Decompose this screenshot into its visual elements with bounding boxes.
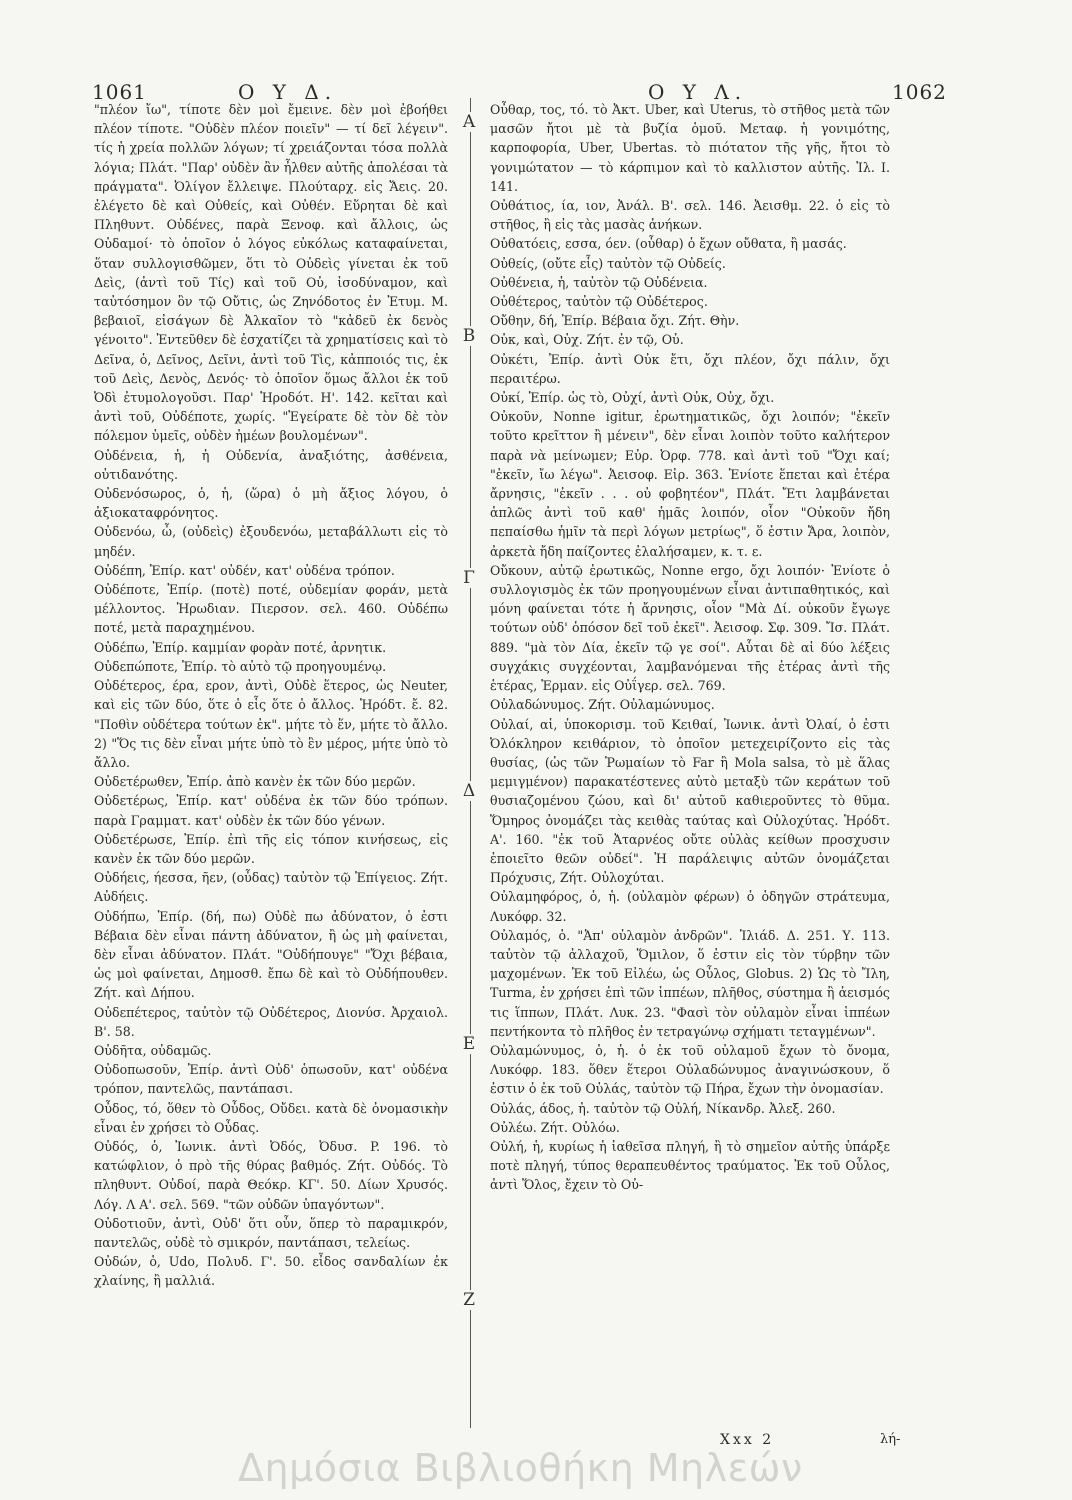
entry-paragraph: Οὐδός, ὁ, Ἰωνικ. ἀντὶ Ὀδός, Ὀδυσ. P. 196. τὸ κατώφλιον, ὁ πρὸ τῆς θύρας βαθμός. Ζήτ. Οὐδός. Τὸ πληθυντ. Οὐδοί, παρὰ Θεόκρ. ΚΓ'. 50. Δίων Χρυσός. Λόγ. Λ Α'. σελ. 569. "τῶν οὐδῶν ὑπαγόντων". [94, 1138, 448, 1212]
library-watermark: Δημόσια Βιβλιοθήκη Μηλεών [238, 1446, 803, 1490]
entry-paragraph: Οὐδῆτα, οὐδαμῶς. [94, 1042, 212, 1058]
section-letter: Ε [452, 1034, 486, 1054]
entry-paragraph: Οὖθαρ, τος, τό. τὸ Ἀκτ. Uber, καὶ Uterus, τὸ στῆθος μετὰ τῶν μασῶν ἤτοι μὲ τὰ βυζία ὁμοῦ. Μεταφ. ἡ γονιμότης, καρποφορία, Uber, Ubertas. τὸ πιότατον τῆς γῆς, ἤτοι τὸ γονιμώτατον — τὸ κάρπιμον καὶ τὸ καλλιστον αὐτῆς. Ἰλ. Ι. 141. [490, 102, 890, 194]
entry-paragraph: Οὐλή, ἡ, κυρίως ἡ ἰαθεῖσα πληγή, ἢ τὸ σημεῖον αὐτῆς ὑπάρξε ποτὲ πληγή, τύπος θεραπευθέντος τραύματος. Ἐκ τοῦ Οὖλος, ἀντὶ Ὅλος, ἔχειν τὸ Οὐ- [490, 1138, 890, 1193]
section-letter: Γ [452, 568, 486, 588]
signature-mark: Xxx 2 [720, 1432, 775, 1448]
entry-paragraph: Οὐδενόω, ὦ, (οὐδεὶς) ἐξουδενόω, μεταβάλλωτι εἰς τὸ μηδέν. [94, 524, 448, 559]
left-column [94, 100, 448, 1425]
entry-paragraph: Οὐδεπώποτε, Ἐπίρ. τὸ αὐτὸ τῷ προηγουμένῳ. [94, 658, 387, 674]
page-number-right: 1062 [892, 80, 947, 104]
running-head-right: Ο Υ Λ. [648, 80, 748, 104]
section-letters [452, 0, 486, 1500]
page-number-left: 1061 [92, 80, 147, 104]
entry-paragraph: Οὐδενόσωρος, ὁ, ἡ, (ὥρα) ὁ μὴ ἄξιος λόγου, ὁ ἀξιοκαταφρόνητος. [94, 486, 448, 521]
entry-paragraph: Οὐθένεια, ἡ, ταὐτὸν τῷ Οὐδένεια. [490, 274, 708, 290]
right-column [490, 100, 890, 1415]
entry-paragraph: Οὐλαί, αἱ, ὑποκορισμ. τοῦ Κειθαί, Ἰωνικ. ἀντὶ Ὀλαί, ὁ ἐστι Ὀλόκληρον κειθάριον, τὸ ὁποῖον μετεχειρίζοντο εἰς τὰς θυσίας, (ὡς τῶν Ῥωμαίων τὸ Far ἢ Mola salsa, τὸ μὲ ἅλας μεμιγμένον) παρακατέστενες αὐτὸ μεταξὺ τῶν κεράτων τοῦ θυσιαζομένου ζώου, καὶ δι' αὐτοῦ καθιεροῦντες τὸ θῦμα. Ὅμηρος ὀνομάζει τὰς κειθὰς ταύτας καὶ Οὐλοχύτας. Ἡρόδτ. Α'. 160. "ἐκ τοῦ Ἀταρνέος οὔτε οὐλὰς κείθων προσχυσιν ἐποιεῖτο θεῶν οὐδεί". Ἡ παράλειψις αὐτῶν ὀνομάζεται Πρόχυσις, Ζήτ. Οὐλοχύται. [490, 716, 890, 886]
entry-paragraph: Οὐδετέρως, Ἐπίρ. κατ' οὐδένα ἐκ τῶν δύο τρόπων. παρὰ Γραμματ. κατ' οὐδὲν ἐκ τῶν δύο γένων. [94, 793, 448, 828]
section-letter: Ζ [452, 1290, 486, 1310]
entry-paragraph: Οὐδέτερος, έρα, ερον, ἀντὶ, Οὐδὲ ἕτερος, ὡς Neuter, καὶ εἰς τῶν δύο, ὅτε ὁ εἷς ὅτε ὁ ἄλλος. Ἡρόδτ. ἔ. 82. "Ποθὶν οὐδέτερα τούτων ἐκ". μήτε τὸ ἕν, μήτε τὸ ἄλλο. 2) "Ὅς τις δὲν εἶναι μήτε ὑπὸ τὸ ἓν μέρος, μήτε ὑπὸ τὸ ἄλλο. [94, 678, 448, 770]
entry-paragraph: Οὐκ, καὶ, Οὐχ. Ζήτ. ἐν τῷ, Οὐ. [490, 332, 684, 348]
entry-paragraph: Οὐδήεις, ήεσσα, ῆεν, (οὖδας) ταὐτὸν τῷ Ἐπίγειος. Ζήτ. Αὐδήεις. [94, 870, 448, 905]
entry-paragraph: Οὐδοπωσοῦν, Ἐπίρ. ἀντὶ Οὐδ' ὁπωσοῦν, κατ' οὐδένα τρόπον, παντελῶς, παντάπασι. [94, 1062, 448, 1097]
entry-paragraph: Οὐδήπω, Ἐπίρ. (δή, πω) Οὐδὲ πω ἀδύνατον, ὁ ἐστι Βέβαια δὲν εἶναι πάντη ἀδύνατον, ἢ ὡς μὴ φαίνεται, δὲν εἶναι ἀδύνατον. Πλάτ. "Οὐδήπουγε" "Ὄχι βέβαια, ὡς μοὶ φαίνεται, Δημοσθ. ἔπω δὲ καὶ τὸ Οὐδήπουθεν. Ζήτ. καὶ Δήπου. [94, 908, 448, 1001]
entry-paragraph: Οὐδοτιοῦν, ἀντὶ, Οὐδ' ὅτι οὖν, ὅπερ τὸ παραμικρόν, παντελῶς, οὐδὲ τὸ σμικρόν, παντάπασι, τελείως. [94, 1215, 448, 1250]
entry-paragraph: Οὐλαμός, ὁ. "Ἀπ' οὐλαμὸν ἀνδρῶν". Ἰλιάδ. Δ. 251. Υ. 113. ταὐτὸν τῷ ἀλλαχοῦ, Ὅμιλον, ὅ ἐστιν εἰς τὸν τύρβην τῶν μαχομένων. Ἐκ τοῦ Εἰλέω, ὡς Οὖλος, Globus. 2) Ὡς τὸ Ἴλη, Turma, ἐν χρήσει ἐπὶ τῶν ἱππέων, πλῆθος, σύστημα ἢ ἀεισμός τις ἵππων, Πλάτ. Λυκ. 23. "Φασὶ τὸν οὐλαμὸν εἶναι ἱππέων πεντήκοντα τὸ πλῆθος ἐν τετραγώνῳ σχήματι τεταγμένων". [490, 927, 890, 1039]
entry-paragraph: Οὖδος, τό, ὅθεν τὸ Οὖδος, Οὔδει. κατὰ δὲ ὀνομασικὴν εἶναι ἐν χρήσει τὸ Οὖδας. [94, 1100, 448, 1135]
section-letter: Β [452, 326, 486, 346]
entry-paragraph: Οὐλέω. Ζήτ. Οὐλόω. [490, 1119, 620, 1135]
entry-paragraph: Οὐλαδώνυμος. Ζήτ. Οὐλαμώνυμος. [490, 697, 715, 713]
entry-paragraph: Οὐδετέρωθεν, Ἐπίρ. ἀπὸ κανὲν ἐκ τῶν δύο μερῶν. [94, 774, 416, 790]
entry-paragraph: Οὐδεπέτερος, ταὐτὸν τῷ Οὐδέτερος, Διονύσ. Ἀρχαιολ. Β'. 58. [94, 1004, 448, 1039]
entry-paragraph: Οὐκοῦν, Nonne igitur, ἐρωτηματικῶς, ὄχι λοιπόν; "ἐκεῖν τοῦτο κρεῖττον ἢ μένειν", δὲν εἶναι λοιπὸν τοῦτο καλήτερον παρὰ νὰ μείνωμεν; Εὐρ. Ὀρφ. 778. καὶ ἀντὶ τοῦ "Ὄχι καί; "ἐκεῖν, ἴω λέγω". Ἀεισοφ. Εἰρ. 363. Ἐνίοτε ἕπεται καὶ ἑτέρα ἄρνησις, "ἐκεῖν . . . οὐ φοβητέον", Πλάτ. Ἔτι λαμβάνεται ἁπλῶς ἀντὶ τοῦ καθ' ἡμᾶς λοιπόν, οἷον "Οὐκοῦν ἤδη πεπαίσθω ἡμῖν τὰ περὶ λόγων μετρίως", ὅ ἐστιν Ἄρα, λοιπὸν, ἀρκετὰ ἤδη παίζοντες ἐλαλήσαμεν, κ. τ. ε. [490, 409, 890, 559]
entry-paragraph: Οὐδέποτε, Ἐπίρ. (ποτὲ) ποτέ, οὐδεμίαν φοράν, μετὰ μέλλοντος. Ἡρωδιαν. Πιερσον. σελ. 460. Οὐδέπω ποτέ, μετὰ παραχημένου. [94, 582, 448, 636]
section-letter: Δ [452, 781, 486, 801]
entry-paragraph: Οὐθείς, (οὔτε εἷς) ταὐτὸν τῷ Οὐδείς. [490, 255, 726, 271]
entry-paragraph: Οὐδένεια, ἡ, ἡ Οὐδενία, ἀναξιότης, ἀσθένεια, οὐτιδανότης. [94, 447, 448, 482]
entry-paragraph: Οὐθάτιος, ία, ιον, Ἀνάλ. Β'. σελ. 146. Ἀεισθμ. 22. ὁ εἰς τὸ στῆθος, ἢ εἰς τὰς μασὰς ἀνήκων. [490, 198, 890, 233]
entry-paragraph: Οὐλαμηφόρος, ὁ, ἡ. (οὐλαμὸν φέρων) ὁ ὁδηγῶν στράτευμα, Λυκόφρ. 32. [490, 889, 890, 924]
entry-paragraph: Οὐδετέρωσε, Ἐπίρ. ἐπὶ τῆς εἰς τόπον κινήσεως, εἰς κανὲν ἐκ τῶν δύο μερῶν. [94, 831, 448, 866]
entry-paragraph: Οὐδών, ὁ, Udo, Πολυδ. Γ'. 50. εἶδος σανδαλίων ἐκ χλαίνης, ἢ μαλλιά. [94, 1254, 448, 1289]
entry-paragraph: Οὔθην, δή, Ἐπίρ. Βέβαια ὄχι. Ζήτ. Θὴν. [490, 313, 740, 329]
section-letter: Α [452, 112, 486, 132]
entry-paragraph: Οὐθατόεις, εσσα, όεν. (οὖθαρ) ὁ ἔχων οὔθατα, ἢ μασάς. [490, 236, 847, 252]
catchword: λή- [880, 1432, 901, 1447]
entry-paragraph: Οὔκουν, αὐτῷ ἐρωτικῶς, Nonne ergo, ὄχι λοιπόν· Ἐνίοτε ὁ συλλογισμὸς ἐκ τῶν προηγουμένων εἶναι ἀντιπαθητικός, καὶ μόνη φαίνεται τότε ἡ ἄρνησις, οἷον "Μὰ Δί. οὐκοῦν ἔγωγε τούτων οὐδ' ὁπόσον δεῖ τοῦ ἐκεῖ". Ἀεισοφ. Σφ. 309. Ἴσ. Πλάτ. 889. "μὰ τὸν Δία, ἐκεῖν τῷ γε σοί". Αὗται δὲ αἱ δύο λέξεις συγχάκις συγχέονται, λαμβανόμεναι τῆς ἑτέρας ἀντὶ τῆς ἑτέρας, Ἑρμαν. εἰς Οὐΐγερ. σελ. 769. [490, 562, 890, 694]
entry-paragraph: Οὐκέτι, Ἐπίρ. ἀντὶ Οὐκ ἔτι, ὄχι πλέον, ὄχι πάλιν, ὄχι περαιτέρω. [490, 351, 890, 386]
entry-paragraph: Οὐδέπη, Ἐπίρ. κατ' οὐδέν, κατ' οὐδένα τρόπον. [94, 562, 395, 578]
entry-paragraph: Οὐθέτερος, ταὐτὸν τῷ Οὐδέτερος. [490, 294, 708, 310]
entry-paragraph: "πλέον ἴω", τίποτε δὲν μοὶ ἔμεινε. δὲν μοὶ ἐβοήθει πλέον τίποτε. "Οὐδὲν πλέον ποιεῖν" — τί δεῖ λέγειν". τίς ἡ χρεία πολλῶν λόγων; τί χρειάζονται τόσα πολλὰ λόγια; Πλάτ. "Παρ' οὐδὲν ἂν ἦλθεν αὐτῆς ἀπολέσαι τὰ πράγματα". Ὀλίγον ἔλλειψε. Πλούταρχ. εἰς Ἄεις. 20. ἐλέγετο δὲ καὶ Οὐθείς, καὶ Οὐθέν. Εὕρηται δὲ καὶ Πληθυντ. Οὐδένες, παρὰ Ξενοφ. καὶ ἄλλοις, ὡς Οὐδαμοί· τὸ ὁποῖον ὁ λόγος εὐκόλως καταφαίνεται, ὅταν συλλογισθῶμεν, ὅτι τὸ Οὐδεὶς γίνεται ἐκ τοῦ Δεὶς, (ἀντὶ τοῦ Τίς) καὶ τοῦ Οὐ, ἰσοδύναμον, καὶ ταὐτόσημον ὂν τῷ Οὔτις, ὡς Ζηνόδοτος ἐν Ἐτυμ. Μ. βεβαιοῖ, εἰσάγων δὲ Ἀλκαῖον τὸ "κἀδεῦ ἐκ δενὸς γένοιτο". Ἐντεῦθεν δὲ ἐσχατίζει τὰ χρηματίσεις καὶ τὸ Δεῖνα, ὁ, Δεῖνος, Δεῖνι, ἀντὶ τοῦ Τὶς, κἀπποιός τις, ἐκ τοῦ Δεὶς, Δενὸς, Δενός· τὸ ὁποῖον ὅμως ἄλλοι ἐκ τοῦ Ὀδὶ ἐτυμολογοῦσι. Παρ' Ἡροδότ. Η'. 142. κεῖται καὶ ἀντὶ τοῦ, Οὐδέποτε, χωρίς. "Ἐγείρατε δὲ τὸν δὲ τὸν πόλεμον ὑμεῖς, οὐδὲν ἡμέων βουλομένων". [94, 102, 448, 444]
entry-paragraph: Οὐκί, Ἐπίρ. ὡς τὸ, Οὐχί, ἀντὶ Οὐκ, Οὐχ, ὄχι. [490, 390, 775, 406]
entry-paragraph: Οὐλάς, άδος, ἡ. ταὐτὸν τῷ Οὐλή, Νίκανδρ. Ἀλεξ. 260. [490, 1100, 836, 1116]
entry-paragraph: Οὐδέπω, Ἐπίρ. καμμίαν φορὰν ποτέ, ἀρνητικ. [94, 639, 387, 655]
entry-paragraph: Οὐλαμώνυμος, ὁ, ἡ. ὁ ἐκ τοῦ οὐλαμοῦ ἔχων τὸ ὄνομα, Λυκόφρ. 183. ὅθεν ἕτεροι Οὐλαδώνυμος ἀναγινώσκουν, ὅ ἐστιν ὁ ἐκ τοῦ Οὐλάς, ταὐτὸν τῷ Πήρα, ἔχων τὴν ὀνομασίαν. [490, 1042, 890, 1097]
running-head-left: Ο Υ Δ. [238, 80, 338, 104]
